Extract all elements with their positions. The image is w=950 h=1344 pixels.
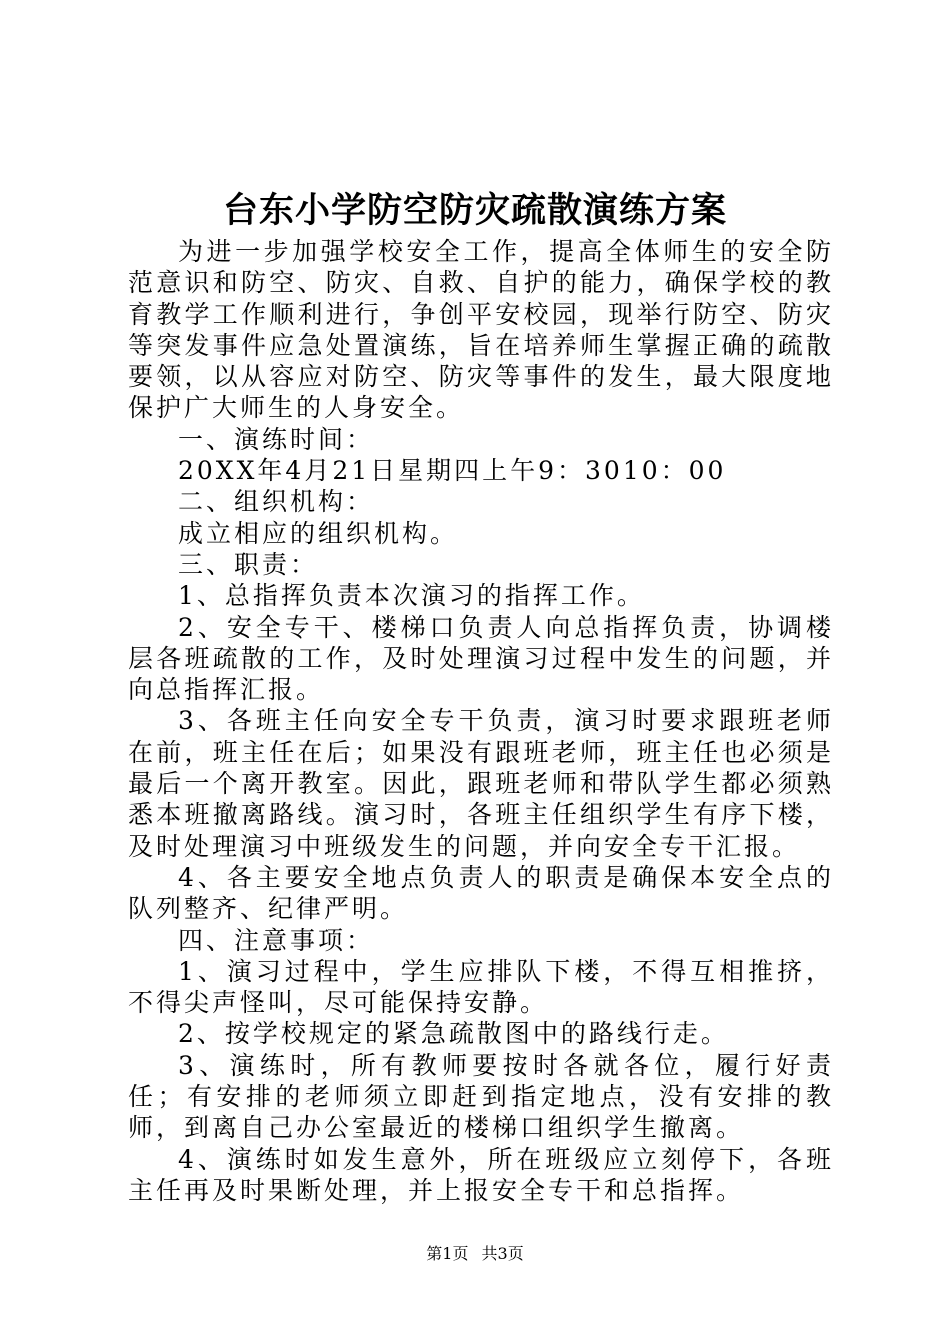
note-item-1: 1、演习过程中，学生应排队下楼，不得互相推挤，不得尖声怪叫，尽可能保持安静。 <box>128 956 834 1018</box>
duty-item-3: 3、各班主任向安全专干负责，演习时要求跟班老师在前，班主任在后；如果没有跟班老师，班主任也必须是最后一个离开教室。因此，跟班老师和带队学生都必须熟悉本班撤离路线。演习时，各班主任组织学生有序下楼，及时处理演习中班级发生的问题，并向安全专干汇报。 <box>128 706 834 861</box>
organization-paragraph: 成立相应的组织机构。 <box>178 518 459 548</box>
section-heading-drill-time: 一、演练时间： <box>178 424 375 454</box>
intro-paragraph: 为进一步加强学校安全工作，提高全体师生的安全防范意识和防空、防灾、自救、自护的能力，确保学校的教育教学工作顺利进行，争创平安校园，现举行防空、防灾等突发事件应急处置演练，旨在培养师生掌握正确的疏散要领，以从容应对防空、防灾等事件的发生，最大限度地保护广大师生的人身安全。 <box>128 237 834 423</box>
duty-item-4: 4、各主要安全地点负责人的职责是确保本安全点的队列整齐、纪律严明。 <box>128 862 834 924</box>
section-heading-duties: 三、职责： <box>178 549 319 579</box>
duty-item-2: 2、安全专干、楼梯口负责人向总指挥负责，协调楼层各班疏散的工作，及时处理演习过程中发生的问题，并向总指挥汇报。 <box>128 612 834 705</box>
duty-item-1: 1、总指挥负责本次演习的指挥工作。 <box>178 581 645 611</box>
note-item-4: 4、演练时如发生意外，所在班级应立刻停下，各班主任再及时果断处理，并上报安全专干和总指挥。 <box>128 1144 834 1205</box>
document-body <box>128 236 834 1206</box>
drill-time-value: 20XX年4月21日星期四上午9：3010：00 <box>178 456 727 486</box>
page-total: 共3页 <box>481 1244 524 1263</box>
section-heading-organization: 二、组织机构： <box>178 487 375 517</box>
document-title: 台东小学防空防灾疏散演练方案 <box>222 190 727 231</box>
section-heading-notes: 四、注意事项： <box>178 925 375 955</box>
page-number: 第1页 <box>426 1244 469 1263</box>
note-item-2: 2、按学校规定的紧急疏散图中的路线行走。 <box>178 1019 729 1049</box>
page-footer <box>0 1243 950 1265</box>
note-item-3: 3、演练时，所有教师要按时各就各位，履行好责任；有安排的老师须立即赶到指定地点，没有安排的教师，到离自己办公室最近的楼梯口组织学生撤离。 <box>128 1050 834 1143</box>
